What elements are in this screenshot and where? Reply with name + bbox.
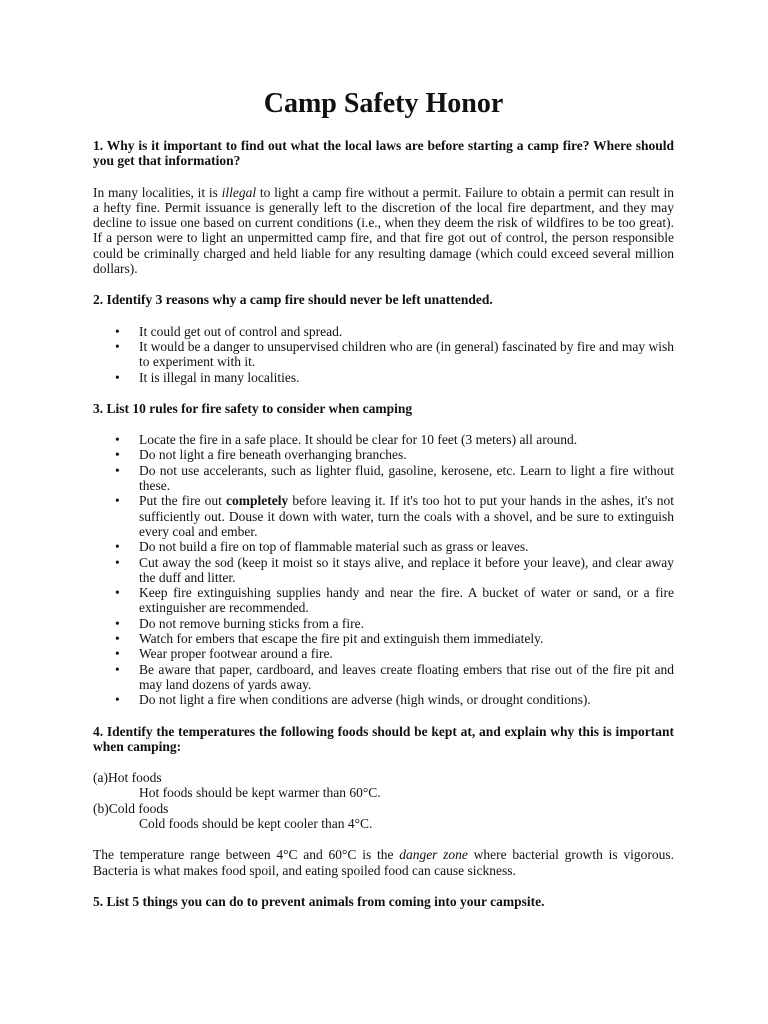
answer-1-emphasis: illegal bbox=[221, 184, 257, 200]
list-item: • Watch for embers that escape the fire pit and extinguish them immediately. bbox=[93, 631, 674, 646]
cold-foods-text: Cold foods should be kept cooler than 4°C. bbox=[139, 815, 373, 831]
list-item: • It could get out of control and spread. bbox=[93, 324, 674, 339]
question-1: 1. Why is it important to find out what the local laws are before starting a camp fire? Where should you get that information? bbox=[93, 138, 674, 169]
list-item: • Cut away the sod (keep it moist so it stays alive, and replace it before your leave), and clear away the duff and litter. bbox=[93, 555, 674, 586]
list-item: • Keep fire extinguishing supplies handy and near the fire. A bucket of water or sand, or a fire extinguisher are recommended. bbox=[93, 585, 674, 616]
list-item: • Locate the fire in a safe place. It should be clear for 10 feet (3 meters) all around. bbox=[93, 432, 674, 447]
explanation-emphasis: danger zone bbox=[399, 847, 468, 863]
question-4: 4. Identify the temperatures the following foods should be kept at, and explain why this is important when camping: bbox=[93, 723, 674, 754]
list-item: • It is illegal in many localities. bbox=[93, 370, 674, 385]
list-item bbox=[93, 493, 674, 539]
question-5: 5. List 5 things you can do to prevent animals from coming into your campsite. bbox=[93, 893, 545, 909]
list-item-strong: completely bbox=[225, 493, 289, 509]
answer-2-list bbox=[93, 324, 674, 385]
hot-foods-label: (a)Hot foods bbox=[93, 770, 162, 786]
danger-zone-explanation bbox=[93, 847, 674, 878]
answer-3-list bbox=[93, 432, 674, 707]
list-item: • Do not light a fire when conditions are adverse (high winds, or drought conditions). bbox=[93, 692, 674, 707]
answer-1-text-cont: to light a camp fire without a permit. Failure to obtain a permit can result in a hefty fine. Permit issuance is generally left to the discretion of the local fire department, and they may decline to issue one based on current conditions (i.e., when they deem the risk of wildfires to be too great). If a person were to light an unpermitted camp fire, and that fire got out of control, the person responsible could be criminally charged and held liable for any resulting damage (which could exceed several million dollars). bbox=[93, 184, 674, 277]
list-item: • Be aware that paper, cardboard, and leaves create floating embers that rise out of the fire pit and may land dozens of yards away. bbox=[93, 662, 674, 693]
answer-1 bbox=[93, 185, 674, 277]
list-item-text: Put the fire out bbox=[139, 493, 226, 509]
answer-1-text: In many localities, it is bbox=[93, 184, 222, 200]
list-item: • Do not light a fire beneath overhanging branches. bbox=[93, 447, 674, 462]
document-page bbox=[93, 0, 674, 909]
question-3: 3. List 10 rules for fire safety to consider when camping bbox=[93, 400, 413, 416]
question-2: 2. Identify 3 reasons why a camp fire should never be left unattended. bbox=[93, 292, 493, 308]
list-item: • Do not build a fire on top of flammable material such as grass or leaves. bbox=[93, 539, 674, 554]
explanation-text: The temperature range between 4°C and 60°C is the bbox=[93, 847, 400, 863]
hot-foods-text: Hot foods should be kept warmer than 60°C. bbox=[139, 785, 381, 801]
cold-foods-label: (b)Cold foods bbox=[93, 800, 169, 816]
list-item: • It would be a danger to unsupervised children who are (in general) fascinated by fire and may wish to experiment with it. bbox=[93, 339, 674, 370]
explanation-text-cont: where bacterial growth is vigorous. Bacteria is what makes food spoil, and eating spoiled food can cause sickness. bbox=[93, 847, 674, 878]
list-item: • Wear proper footwear around a fire. bbox=[93, 646, 674, 661]
list-item-text-cont: before leaving it. If it's too hot to put your hands in the ashes, it's not sufficiently out. Douse it down with water, turn the coals with a shovel, and be sure to extinguish every coal and ember. bbox=[139, 493, 674, 539]
list-item: • Do not use accelerants, such as lighter fluid, gasoline, kerosene, etc. Learn to light a fire without these. bbox=[93, 463, 674, 494]
document-title: Camp Safety Honor bbox=[263, 88, 504, 119]
list-item: • Do not remove burning sticks from a fire. bbox=[93, 616, 674, 631]
